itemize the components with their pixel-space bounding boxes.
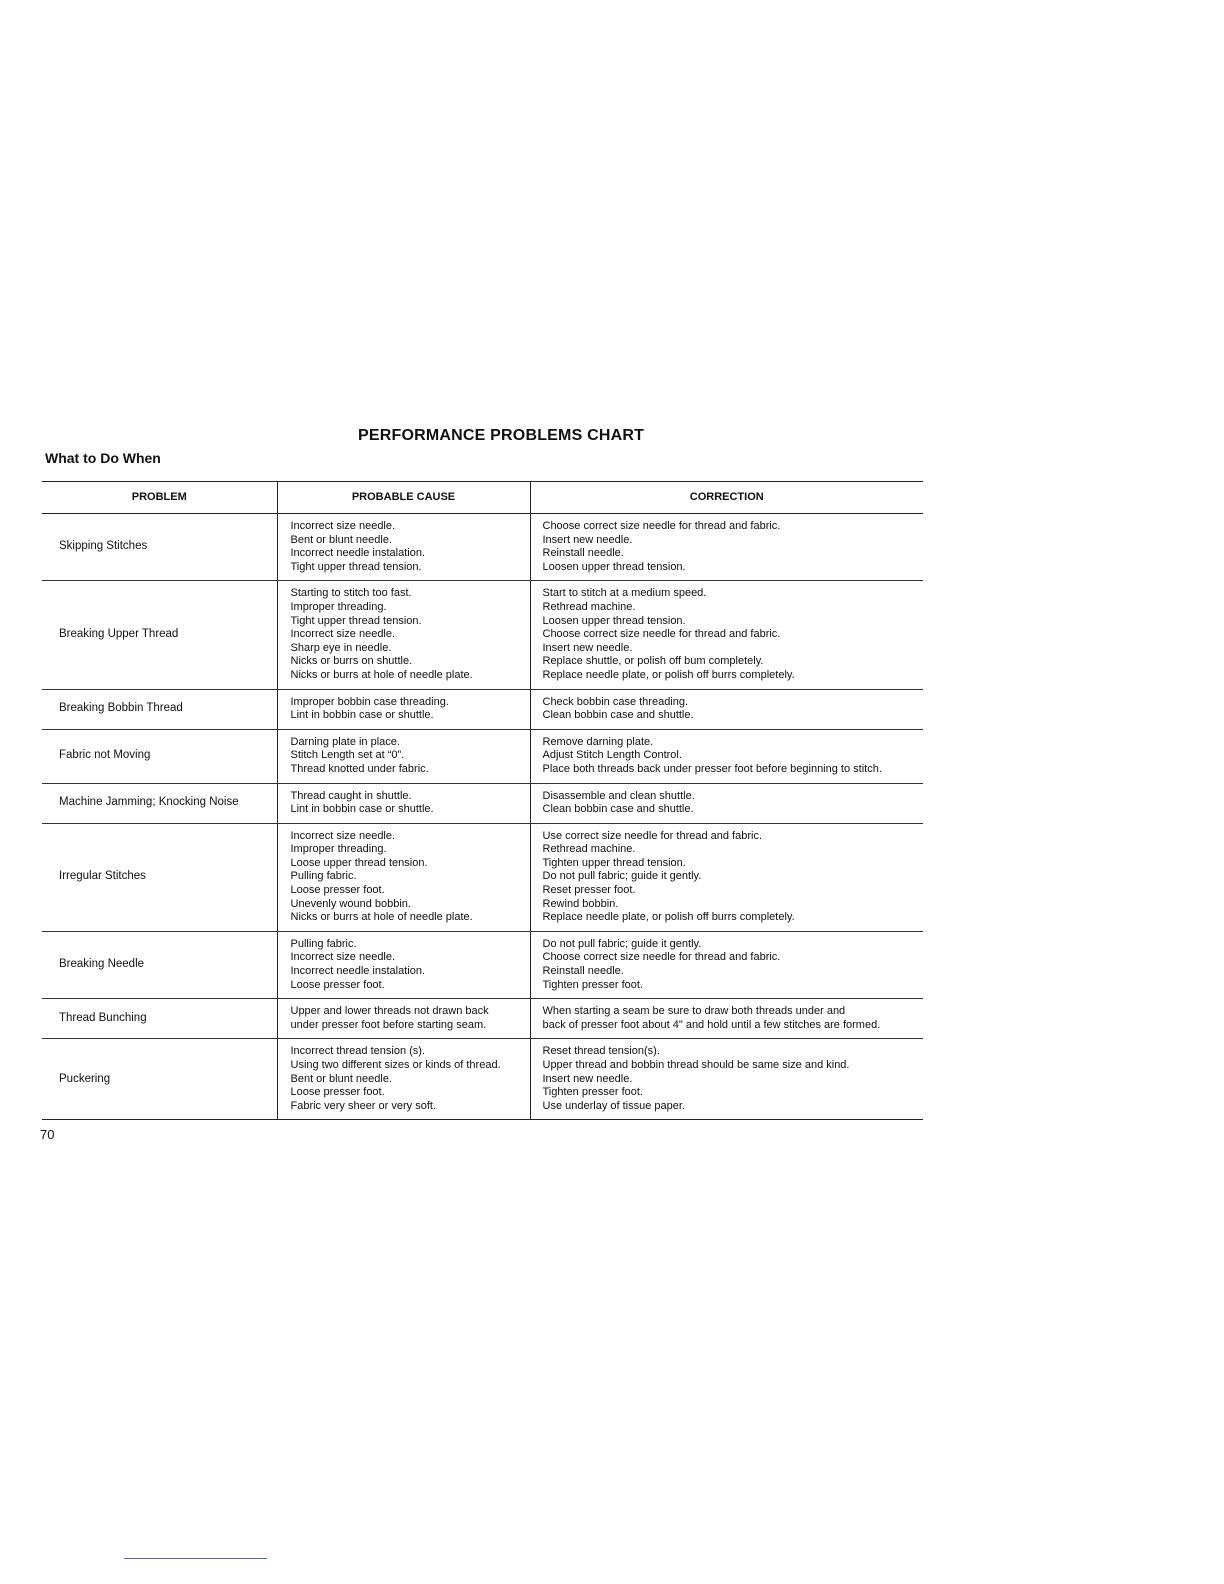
cause-line: Incorrect size needle. — [290, 628, 396, 641]
correction-line: Disassemble and clean shuttle. — [542, 789, 695, 802]
correction-line: Rewind bobbin. — [542, 897, 619, 910]
correction-line: Do not pull fabric; guide it gently. — [542, 937, 702, 950]
probable-cause-cell — [277, 783, 530, 823]
cause-line: Upper and lower threads not drawn back — [290, 1005, 489, 1018]
probable-cause-cell — [277, 729, 530, 783]
correction-line: Loosen upper thread tension. — [542, 560, 686, 573]
cause-line: Using two different sizes or kinds of thread. — [290, 1059, 501, 1071]
probable-cause-cell — [277, 823, 530, 931]
correction-cell — [530, 581, 923, 689]
cause-line: Bent or blunt needle. — [290, 533, 393, 546]
correction-cell — [530, 689, 923, 729]
correction-cell — [530, 823, 923, 931]
table-row — [42, 783, 923, 823]
correction-line: back of presser foot about 4" and hold until a few stitches are formed. — [542, 1018, 881, 1031]
probable-cause-cell — [277, 1039, 530, 1120]
table-row — [42, 823, 923, 931]
header-problem: PROBLEM — [42, 482, 277, 514]
cause-line: Loose presser foot. — [290, 978, 385, 991]
cause-line: Bent or blunt needle. — [290, 1072, 393, 1085]
performance-problems-table — [42, 481, 923, 1120]
correction-line: Replace needle plate, or polish off burrs completely. — [542, 668, 795, 681]
cause-line: Thread knotted under fabric. — [290, 762, 429, 775]
correction-line: Choose correct size needle for thread and fabric. — [542, 628, 781, 641]
cause-line: Incorrect size needle. — [290, 829, 396, 842]
cause-line: Nicks or burrs at hole of needle plate. — [290, 668, 473, 681]
cause-line: Nicks or burrs at hole of needle plate. — [290, 911, 473, 924]
probable-cause-cell — [277, 514, 530, 581]
correction-line: Loosen upper thread tension. — [542, 614, 686, 627]
cause-line: Darning plate in place. — [290, 735, 400, 748]
correction-line: Replace shuttle, or polish off bum completely. — [542, 655, 764, 668]
cause-line: Sharp eye in needle. — [290, 641, 392, 654]
cause-line: Loose upper thread tension. — [290, 856, 428, 869]
table-row — [42, 729, 923, 783]
cause-line: Fabric very sheer or very soft. — [290, 1099, 436, 1112]
cause-line: Lint in bobbin case or shuttle. — [290, 803, 434, 816]
page-number: 70 — [40, 1127, 55, 1142]
probable-cause-cell — [277, 931, 530, 998]
correction-cell — [530, 783, 923, 823]
correction-cell — [530, 931, 923, 998]
cause-line: Improper threading. — [290, 600, 387, 613]
table-body — [42, 514, 923, 1120]
correction-line: Use underlay of tissue paper. — [542, 1099, 685, 1112]
correction-line: Reset thread tension(s). — [542, 1045, 660, 1058]
correction-line: Adjust Stitch Length Control. — [542, 749, 682, 762]
correction-line: Tighten presser foot. — [542, 1086, 643, 1099]
correction-line: Remove darning plate. — [542, 735, 654, 748]
section-subtitle: What to Do When — [45, 450, 161, 466]
cause-line: Starting to stitch too fast. — [290, 587, 412, 600]
problem-cell: Fabric not Moving — [42, 729, 277, 783]
table-header-row — [42, 482, 923, 514]
cause-line: Incorrect size needle. — [290, 951, 396, 964]
cause-line: Lint in bobbin case or shuttle. — [290, 709, 434, 722]
cause-line: Improper threading. — [290, 843, 387, 856]
problem-cell: Puckering — [42, 1039, 277, 1120]
problem-cell: Breaking Bobbin Thread — [42, 689, 277, 729]
problem-cell: Breaking Needle — [42, 931, 277, 998]
correction-line: Insert new needle. — [542, 641, 633, 654]
correction-line: Check bobbin case threading. — [542, 695, 689, 708]
header-probable-cause: PROBABLE CAUSE — [277, 482, 530, 514]
probable-cause-cell — [277, 999, 530, 1039]
cause-line: Loose presser foot. — [290, 884, 385, 897]
correction-line: Use correct size needle for thread and fabric. — [542, 829, 763, 842]
correction-line: Rethread machine. — [542, 843, 636, 856]
table-row — [42, 931, 923, 998]
correction-line: Choose correct size needle for thread and fabric. — [542, 951, 781, 964]
correction-line: Reinstall needle. — [542, 547, 624, 560]
problem-cell: Breaking Upper Thread — [42, 581, 277, 689]
footer-rule — [124, 1558, 267, 1559]
header-correction: CORRECTION — [530, 482, 923, 514]
correction-line: Clean bobbin case and shuttle. — [542, 803, 694, 816]
cause-line: Unevenly wound bobbin. — [290, 897, 411, 910]
problem-cell: Irregular Stitches — [42, 823, 277, 931]
correction-line: Insert new needle. — [542, 1072, 633, 1085]
correction-cell — [530, 729, 923, 783]
table-row — [42, 514, 923, 581]
problem-cell: Thread Bunching — [42, 999, 277, 1039]
correction-line: Place both threads back under presser foot before beginning to stitch. — [542, 762, 882, 775]
cause-line: Loose presser foot. — [290, 1086, 385, 1099]
problem-cell: Machine Jamming; Knocking Noise — [42, 783, 277, 823]
correction-line: Replace needle plate, or polish off burrs completely. — [542, 911, 795, 924]
cause-line: Nicks or burrs on shuttle. — [290, 655, 413, 668]
correction-line: Insert new needle. — [542, 533, 633, 546]
cause-line: Incorrect thread tension (s). — [290, 1045, 426, 1058]
table-row — [42, 581, 923, 689]
correction-cell — [530, 514, 923, 581]
cause-line: Incorrect needle instalation. — [290, 965, 426, 978]
cause-line: Incorrect size needle. — [290, 520, 396, 532]
correction-line: Do not pull fabric; guide it gently. — [542, 870, 702, 883]
probable-cause-cell — [277, 689, 530, 729]
table-row — [42, 689, 923, 729]
correction-line: Choose correct size needle for thread and fabric. — [542, 520, 781, 532]
cause-line: Incorrect needle instalation. — [290, 547, 426, 560]
correction-line: Clean bobbin case and shuttle. — [542, 709, 694, 722]
table-row — [42, 1039, 923, 1120]
correction-line: Rethread machine. — [542, 600, 636, 613]
cause-line: Thread caught in shuttle. — [290, 789, 412, 802]
correction-line: Start to stitch at a medium speed. — [542, 587, 707, 600]
cause-line: Improper bobbin case threading. — [290, 695, 449, 708]
correction-line: When starting a seam be sure to draw both threads under and — [542, 1005, 846, 1018]
probable-cause-cell — [277, 581, 530, 689]
cause-line: Stitch Length set at “0”. — [290, 749, 405, 762]
correction-line: Tighten presser foot. — [542, 978, 643, 991]
table-row — [42, 999, 923, 1039]
correction-cell — [530, 999, 923, 1039]
cause-line: under presser foot before starting seam. — [290, 1018, 487, 1031]
cause-line: Pulling fabric. — [290, 870, 357, 883]
cause-line: Pulling fabric. — [290, 937, 357, 950]
problem-cell: Skipping Stitches — [42, 514, 277, 581]
cause-line: Tight upper thread tension. — [290, 560, 422, 573]
correction-line: Reinstall needle. — [542, 965, 624, 978]
cause-line: Tight upper thread tension. — [290, 614, 422, 627]
correction-line: Reset presser foot. — [542, 884, 636, 897]
correction-line: Upper thread and bobbin thread should be same size and kind. — [542, 1059, 850, 1071]
correction-cell — [530, 1039, 923, 1120]
correction-line: Tighten upper thread tension. — [542, 856, 686, 869]
chart-title: PERFORMANCE PROBLEMS CHART — [358, 427, 645, 444]
